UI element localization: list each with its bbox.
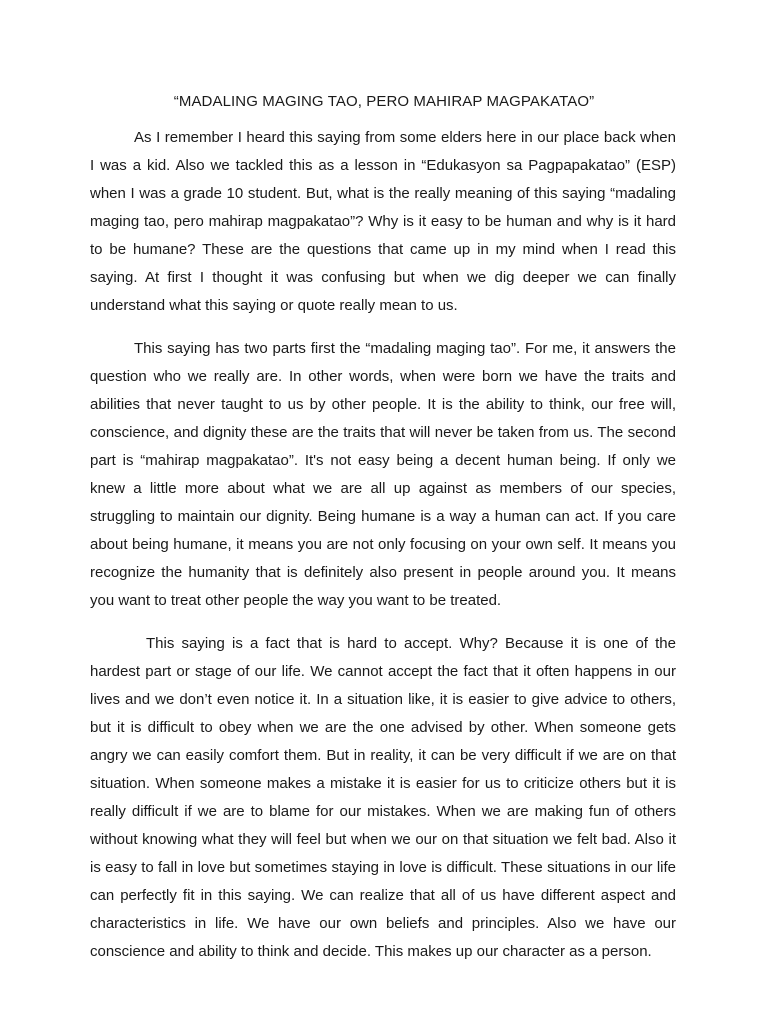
document-body: [90, 124, 676, 981]
page-title: “MADALING MAGING TAO, PERO MAHIRAP MAGPAKATAO”: [173, 93, 595, 110]
paragraph-1: As I remember I heard this saying from some elders here in our place back when I was a kid. Also we tackled this as a lesson in “Edukasyon sa Pagpapakatao” (ESP) when I was a grade 10 student. But, what is the really meaning of this saying “madaling maging tao, pero mahirap magpakatao”? Why is it easy to be human and why is it hard to be humane? These are the questions that came up in my mind when I read this saying. At first I thought it was confusing but when we dig deeper we can finally understand what this saying or quote really mean to us.: [90, 129, 676, 314]
paragraph-2: This saying has two parts first the “madaling maging tao”. For me, it answers the question who we really are. In other words, when were born we have the traits and abilities that never taught to us by other people. It is the ability to think, our free will, conscience, and dignity these are the traits that will never be taken from us. The second part is “mahirap magpakatao”. It's not easy being a decent human being. If only we knew a little more about what we are all up against as members of our species, struggling to maintain our dignity. Being humane is a way a human can act. If you care about being humane, it means you are not only focusing on your own self. It means you recognize the humanity that is definitely also present in people around you. It means you want to treat other people the way you want to be treated.: [90, 340, 676, 609]
paragraph-3: This saying is a fact that is hard to accept. Why? Because it is one of the hardest part or stage of our life. We cannot accept the fact that it often happens in our lives and we don’t even notice it. In a situation like, it is easier to give advice to others, but it is difficult to obey when we are the one advised by other. When someone gets angry we can easily comfort them. But in reality, it can be very difficult if we are on that situation. When someone makes a mistake it is easier for us to criticize others but it is really difficult if we are to blame for our mistakes. When we are making fun of others without knowing what they will feel but when we our on that situation we felt bad. Also it is easy to fall in love but sometimes staying in love is difficult. These situations in our life can perfectly fit in this saying. We can realize that all of us have different aspect and characteristics in life. We have our own beliefs and principles. Also we have our conscience and ability to think and decide. This makes up our character as a person.: [90, 635, 676, 960]
